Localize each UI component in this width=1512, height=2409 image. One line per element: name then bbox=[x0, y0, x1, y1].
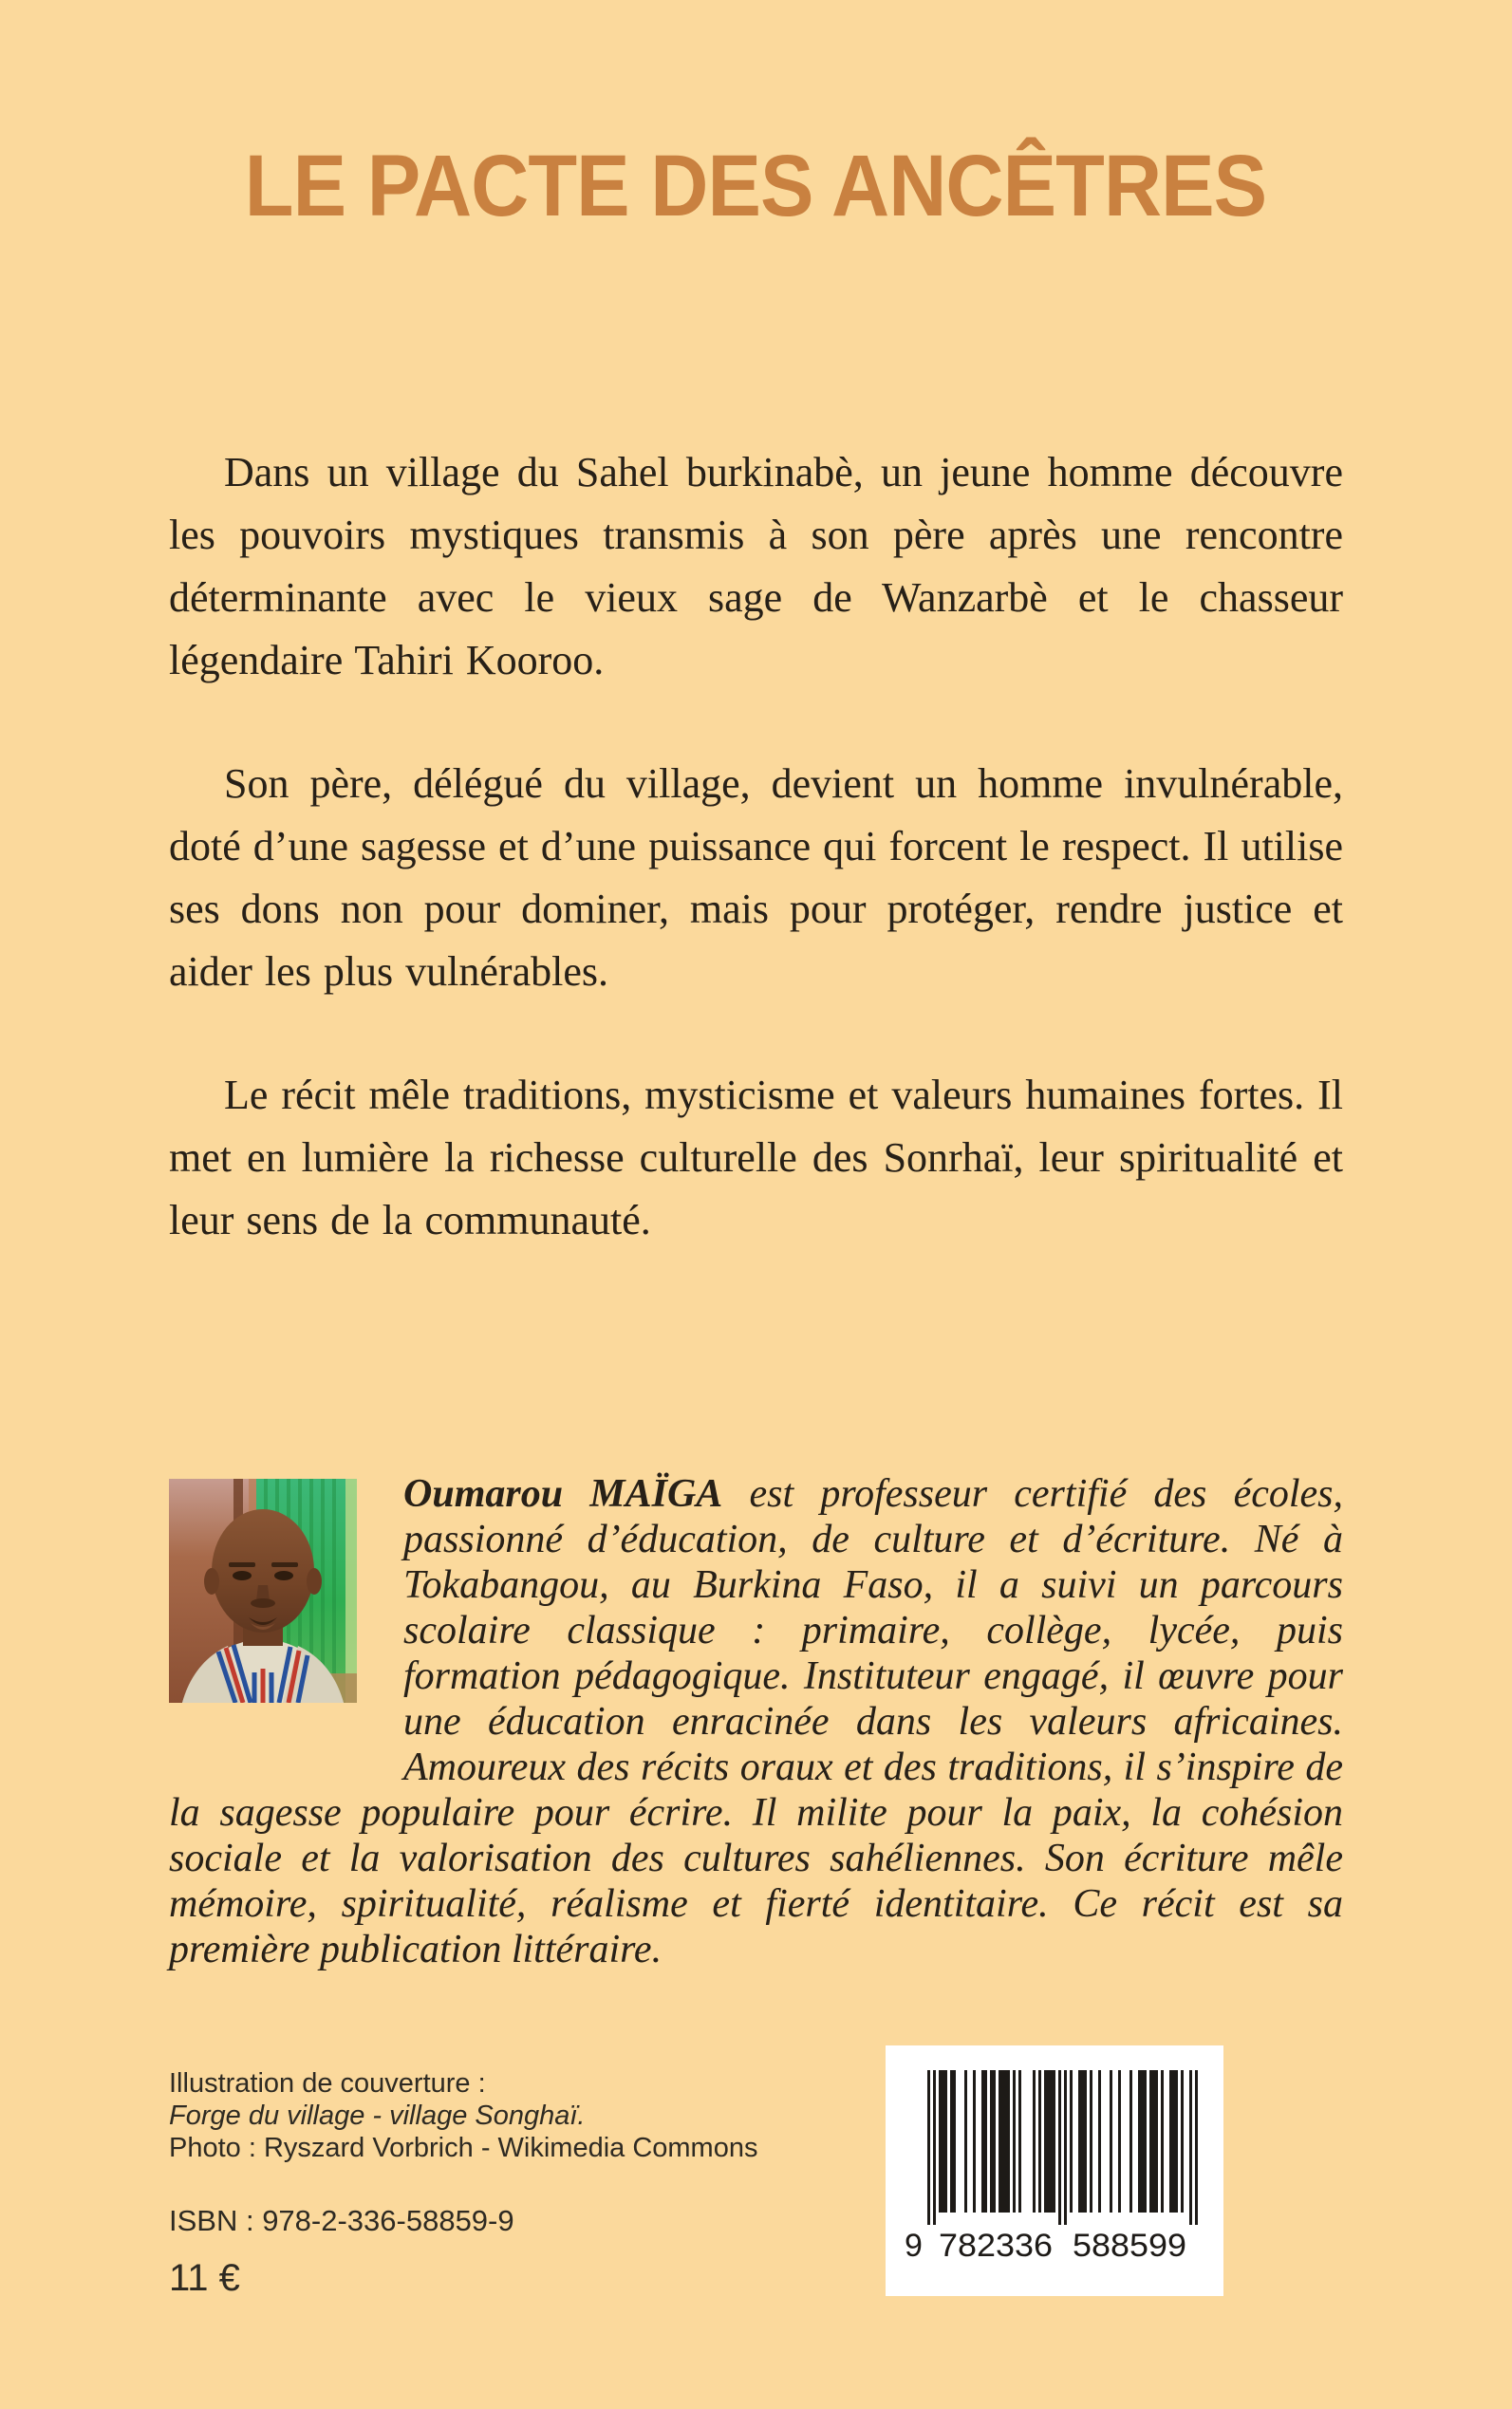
barcode-bar bbox=[1007, 2070, 1010, 2213]
barcode-digits: 9 bbox=[905, 2228, 923, 2264]
barcode-bar bbox=[950, 2070, 953, 2213]
barcode-bar bbox=[944, 2070, 947, 2213]
barcode-bar bbox=[1175, 2070, 1178, 2213]
barcode-bar bbox=[1070, 2070, 1073, 2213]
ean13-barcode bbox=[903, 2068, 1206, 2269]
barcode-bar bbox=[1138, 2070, 1141, 2213]
synopsis-paragraph-3: Le récit mêle traditions, mysticisme et valeurs humaines fortes. Il met en lumière la richesse culturelle des Sonrhaï, leur spiritualité et leur sens de la communauté. bbox=[169, 1072, 1343, 1243]
barcode-bar bbox=[1110, 2070, 1112, 2213]
barcode-bar bbox=[1001, 2070, 1004, 2213]
author-name: Oumarou MAÏGA bbox=[403, 1472, 723, 1516]
author-bio: est professeur certifié des écoles, passionné d’éducation, de culture et d’écriture. Né à Tokabangou, au Burkina Faso, il a suivi un parcours scolaire classique : primaire, collège, lycée, puis formation pédagogique. Instituteur engagé, il œuvre pour une éducation enracinée dans les valeurs africaines. Amoureux des récits oraux et des traditions, il s’inspire de la sagesse populaire pour écrire. Il milite pour la paix, la cohésion sociale et la valorisation des cultures sahéliennes. Son écriture mêle mémoire, spiritualité, réalisme et fierté identitaire. Ce récit est sa première publication littéraire. bbox=[169, 1472, 1344, 1971]
book-title bbox=[0, 138, 1512, 234]
barcode-bar bbox=[933, 2070, 936, 2225]
barcode-bar bbox=[1058, 2070, 1061, 2225]
barcode-panel bbox=[886, 2045, 1223, 2296]
barcode-bar bbox=[1084, 2070, 1087, 2213]
barcode-bar bbox=[953, 2070, 956, 2213]
barcode-digits: 588599 bbox=[1073, 2228, 1186, 2264]
barcode-bar bbox=[981, 2070, 984, 2213]
barcode-bar bbox=[1181, 2070, 1184, 2213]
barcode-bar bbox=[990, 2070, 993, 2213]
barcode-bar bbox=[1144, 2070, 1147, 2213]
cover-credits bbox=[169, 2067, 757, 2164]
barcode-bar bbox=[1050, 2070, 1053, 2213]
barcode-bar bbox=[1129, 2070, 1132, 2213]
credit-line-1: Illustration de couverture : bbox=[169, 2068, 486, 2099]
author-portrait-illustration bbox=[169, 1479, 357, 1703]
barcode-bar bbox=[1064, 2070, 1067, 2225]
barcode-bar bbox=[1090, 2070, 1092, 2213]
barcode-bar bbox=[1161, 2070, 1164, 2213]
barcode-bar bbox=[999, 2070, 1001, 2213]
barcode-bar bbox=[942, 2070, 944, 2213]
barcode-bar bbox=[1044, 2070, 1047, 2213]
price: 11 € bbox=[169, 2257, 240, 2299]
author-section bbox=[169, 1471, 1343, 1972]
barcode-bar bbox=[1098, 2070, 1101, 2213]
credit-line-3: Photo : Ryszard Vorbrich - Wikimedia Commons bbox=[169, 2133, 758, 2163]
synopsis bbox=[169, 441, 1343, 1313]
barcode-bar bbox=[1152, 2070, 1155, 2213]
barcode-bar bbox=[973, 2070, 976, 2213]
barcode-bar bbox=[1155, 2070, 1158, 2213]
barcode-bar bbox=[1169, 2070, 1172, 2213]
synopsis-paragraph-2: Son père, délégué du village, devient un homme invulnérable, doté d’une sagesse et d’une puissance qui forcent le respect. Il utilise ses dons non pour dominer, mais pour protéger, rendre justice et aider les plus vulnérables. bbox=[169, 760, 1343, 995]
barcode-bar bbox=[1172, 2070, 1175, 2213]
barcode-bar bbox=[1033, 2070, 1036, 2213]
barcode-bar bbox=[1189, 2070, 1192, 2225]
barcode-bar bbox=[1053, 2070, 1055, 2213]
barcode-bar bbox=[1018, 2070, 1021, 2213]
barcode-bar bbox=[984, 2070, 987, 2213]
barcode-bar bbox=[939, 2070, 942, 2213]
barcode-bar bbox=[993, 2070, 996, 2213]
isbn-number: ISBN : 978-2-336-58859-9 bbox=[169, 2204, 514, 2237]
barcode-bar bbox=[1078, 2070, 1081, 2213]
barcode-bar bbox=[1038, 2070, 1041, 2213]
barcode-bar bbox=[1013, 2070, 1016, 2213]
barcode-digits: 782336 bbox=[939, 2228, 1053, 2264]
barcode-bar bbox=[927, 2070, 930, 2225]
barcode-bar bbox=[1047, 2070, 1050, 2213]
book-title-text: LE PACTE DES ANCÊTRES bbox=[245, 138, 1267, 234]
barcode-bar bbox=[1149, 2070, 1152, 2213]
credit-line-2: Forge du village - village Songhaï. bbox=[169, 2101, 586, 2131]
barcode-bar bbox=[1195, 2070, 1198, 2225]
barcode-bar bbox=[964, 2070, 967, 2213]
author-photo bbox=[169, 1479, 357, 1703]
barcode-bar bbox=[1118, 2070, 1121, 2213]
synopsis-paragraph-1: Dans un village du Sahel burkinabè, un jeune homme découvre les pouvoirs mystiques transmis à son père après une rencontre déterminante avec le vieux sage de Wanzarbè et le chasseur légendaire Tahiri Kooroo. bbox=[169, 449, 1343, 683]
barcode-bar bbox=[1004, 2070, 1007, 2213]
barcode-bar bbox=[1141, 2070, 1144, 2213]
barcode-bar bbox=[1081, 2070, 1084, 2213]
